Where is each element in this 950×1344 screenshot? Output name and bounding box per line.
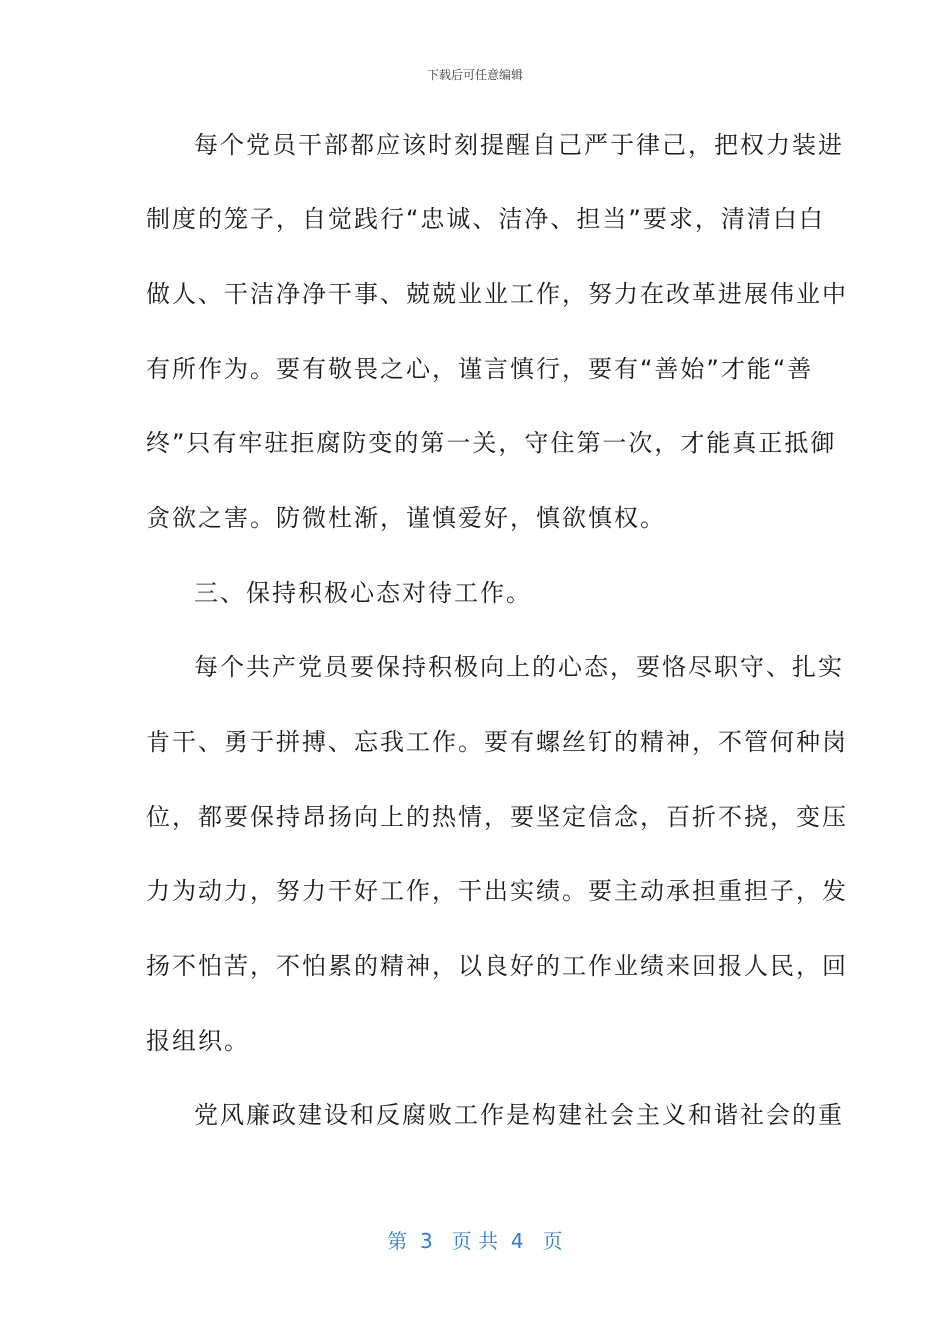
paragraph-line: 贪欲之害。防微杜渐，谨慎爱好，慎欲慎权。 <box>146 504 666 532</box>
paragraph-line: 制度的笼子，自觉践行“忠诚、洁净、担当”要求，清清白白 <box>146 205 825 233</box>
paragraph-line: 肯干、勇于拼搏、忘我工作。要有螺丝钉的精神，不管何种岗 <box>146 728 848 756</box>
paragraph-line: 扬不怕苦，不怕累的精神，以良好的工作业绩来回报人民，回 <box>146 952 848 980</box>
paragraph-line: 报组织。 <box>146 1027 250 1055</box>
paragraph-line: 每个共产党员要保持积极向上的心态，要恪尽职守、扎实 <box>194 653 844 681</box>
paragraph-line: 位，都要保持昂扬向上的热情，要坚定信念，百折不挠，变压 <box>146 803 848 831</box>
paragraph-line: 力为动力，努力干好工作，干出实绩。要主动承担重担子，发 <box>146 877 848 905</box>
section-heading: 三、保持积极心态对待工作。 <box>194 579 532 607</box>
paragraph-line: 终”只有牢驻拒腐防变的第一关，守住第一次，才能真正抵御 <box>146 429 837 457</box>
paragraph-line: 有所作为。要有敬畏之心，谨言慎行，要有“善始”才能“善 <box>146 355 814 383</box>
paragraph-line: 做人、干洁净净干事、兢兢业业工作，努力在改革进展伟业中 <box>146 280 848 308</box>
paragraph-line: 党风廉政建设和反腐败工作是构建社会主义和谐社会的重 <box>194 1101 844 1129</box>
paragraph-line: 每个党员干部都应该时刻提醒自己严于律己，把权力装进 <box>194 131 844 159</box>
page-number: 第 3 页 共 4 页 <box>387 1229 563 1253</box>
header-note: 下载后可任意编辑 <box>426 68 523 82</box>
